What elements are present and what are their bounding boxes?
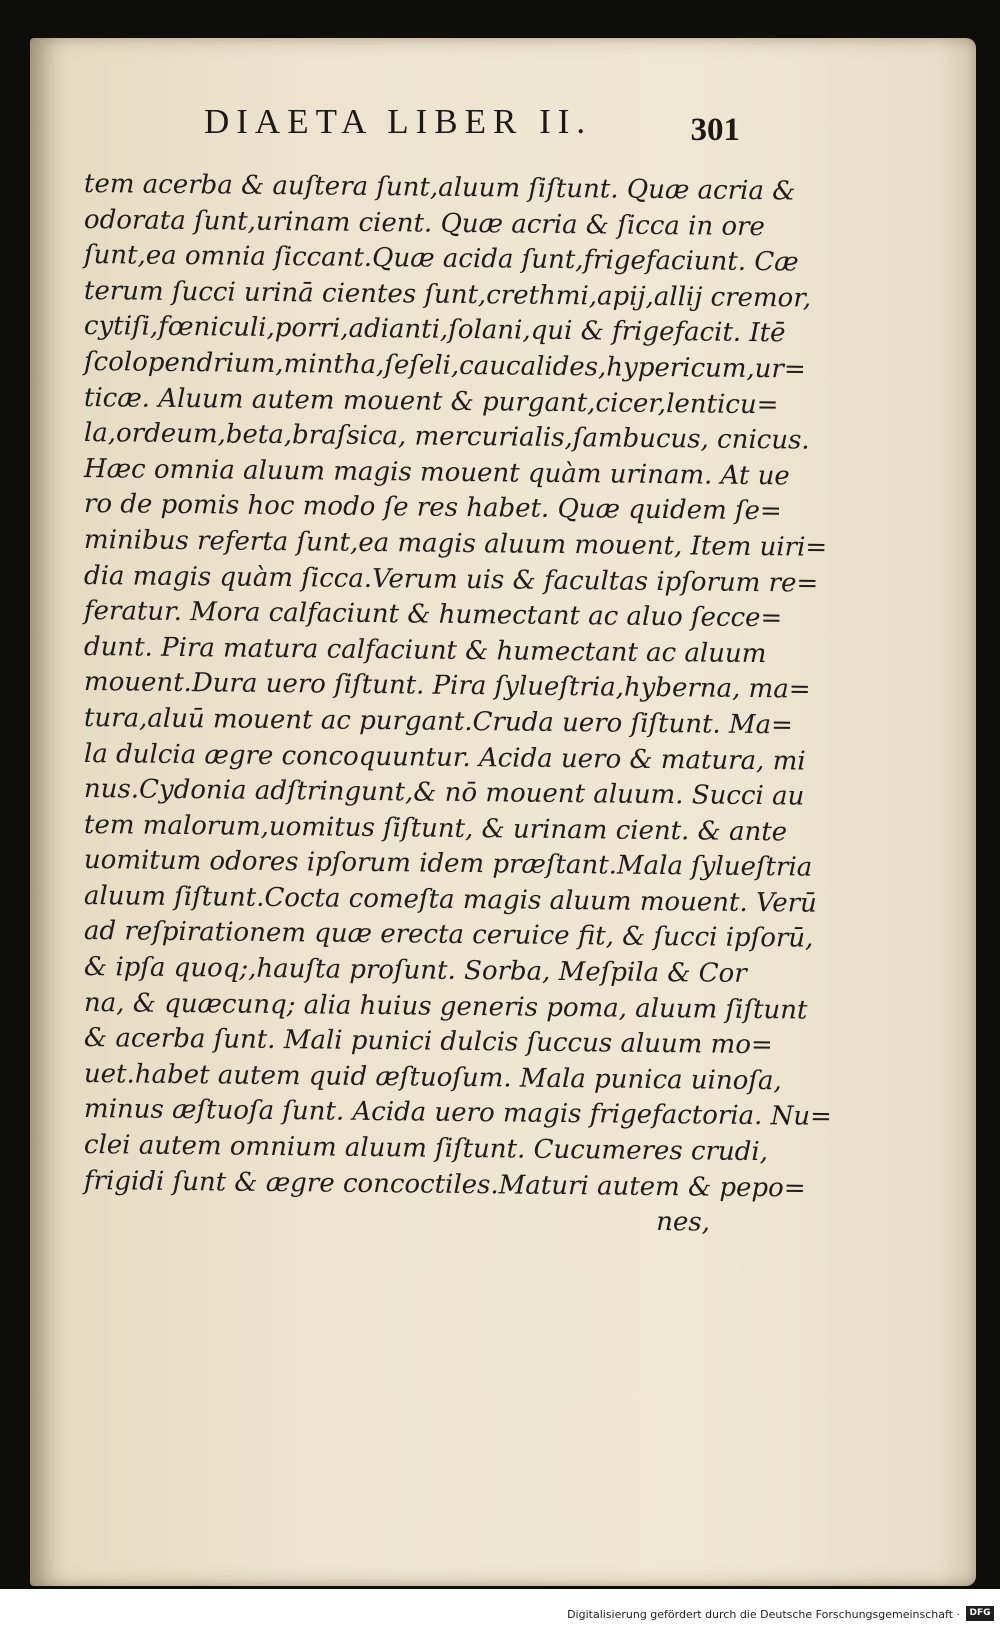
text-line: na, & quæcunq; alia huius generis poma, aluum ſiſtunt xyxy=(83,987,808,1026)
text-line: minibus referta ſunt,ea magis aluum mouent, Item uiri= xyxy=(83,524,828,563)
text-line: tem malorum,uomitus ſiſtunt, & urinam cient. & ante xyxy=(83,809,788,848)
running-head: DIAETA LIBER II. xyxy=(204,102,593,141)
text-line: clei autem omnium aluum ſiſtunt. Cucumeres crudi, xyxy=(83,1130,769,1168)
text-line: ro de pomis hoc modo ſe res habet. Quæ quidem ſe= xyxy=(83,489,782,527)
digitization-footer xyxy=(0,1589,1000,1629)
catchword: nes, xyxy=(656,1207,711,1238)
text-line: feratur. Mora calfaciunt & humectant ac aluo ſecce= xyxy=(83,596,783,634)
text-line: tem acerba & auſtera ſunt,aluum ſiſtunt. Quæ acria & xyxy=(83,169,796,207)
text-line: minus æſtuoſa ſunt. Acida uero magis frigefactoria. Nu= xyxy=(83,1094,833,1133)
text-line: ad reſpirationem quæ erecta ceruice fit, & ſucci ipſorū, xyxy=(83,916,814,955)
text-line: nus.Cydonia adſtringunt,& nō mouent aluum. Succi au xyxy=(83,774,805,812)
text-line: dunt. Pira matura calfaciunt & humectant ac aluum xyxy=(83,631,767,669)
text-line: tura,aluū mouent ac purgant.Cruda uero ſiſtunt. Ma= xyxy=(83,702,794,741)
text-line: odorata ſunt,urinam cient. Quæ acria & ſicca in ore xyxy=(83,204,766,242)
text-line: dia magis quàm ſicca.Verum uis & facultas ipſorum re= xyxy=(83,560,819,599)
text-line: ticæ. Aluum autem mouent & purgant,cicer,lenticu= xyxy=(83,382,779,420)
text-line: ſunt,ea omnia ſiccant.Quæ acida ſunt,frigefaciunt. Cæ xyxy=(83,240,799,278)
page-number: 301 xyxy=(690,112,740,148)
text-line: mouent.Dura uero ſiſtunt. Pira ſylueſtria,hyberna, ma= xyxy=(83,667,811,705)
text-line: la dulcia ægre concoquuntur. Acida uero & matura, mi xyxy=(83,738,806,777)
text-line: terum ſucci urinā cientes ſunt,crethmi,apij,allij cremor, xyxy=(83,275,812,314)
text-line: uet.habet autem quid æſtuoſum. Mala punica uinoſa, xyxy=(83,1058,782,1097)
text-line: & acerba ſunt. Mali punici dulcis ſuccus aluum mo= xyxy=(83,1023,773,1061)
text-line: uomitum odores ipſorum idem præſtant.Mala ſylueſtria xyxy=(83,845,813,883)
text-line: frigidi ſunt & ægre concoctiles.Maturi autem & pepo= xyxy=(83,1165,806,1204)
text-line: cytiſi,fœniculi,porri,adianti,ſolani,qui & frigefacit. Itē xyxy=(83,311,786,349)
text-line: ſcolopendrium,mintha,ſeſeli,caucalides,hypericum,ur= xyxy=(83,346,806,385)
text-line: Hæc omnia aluum magis mouent quàm urinam. At ue xyxy=(83,453,790,492)
funding-credit: Digitalisierung gefördert durch die Deutsche Forschungsgemeinschaft · xyxy=(567,1608,960,1621)
text-line: & ipſa quoq;,hauſta proſunt. Sorba, Meſpila & Cor xyxy=(83,952,747,990)
body-text xyxy=(83,167,833,1238)
text-line: aluum ſiſtunt.Cocta comeſta magis aluum mouent. Verū xyxy=(83,880,818,919)
text-line: la,ordeum,beta,braſsica, mercurialis,ſambucus, cnicus. xyxy=(83,418,810,456)
page-header xyxy=(200,98,740,148)
dfg-logo-icon: DFG xyxy=(966,1606,994,1621)
